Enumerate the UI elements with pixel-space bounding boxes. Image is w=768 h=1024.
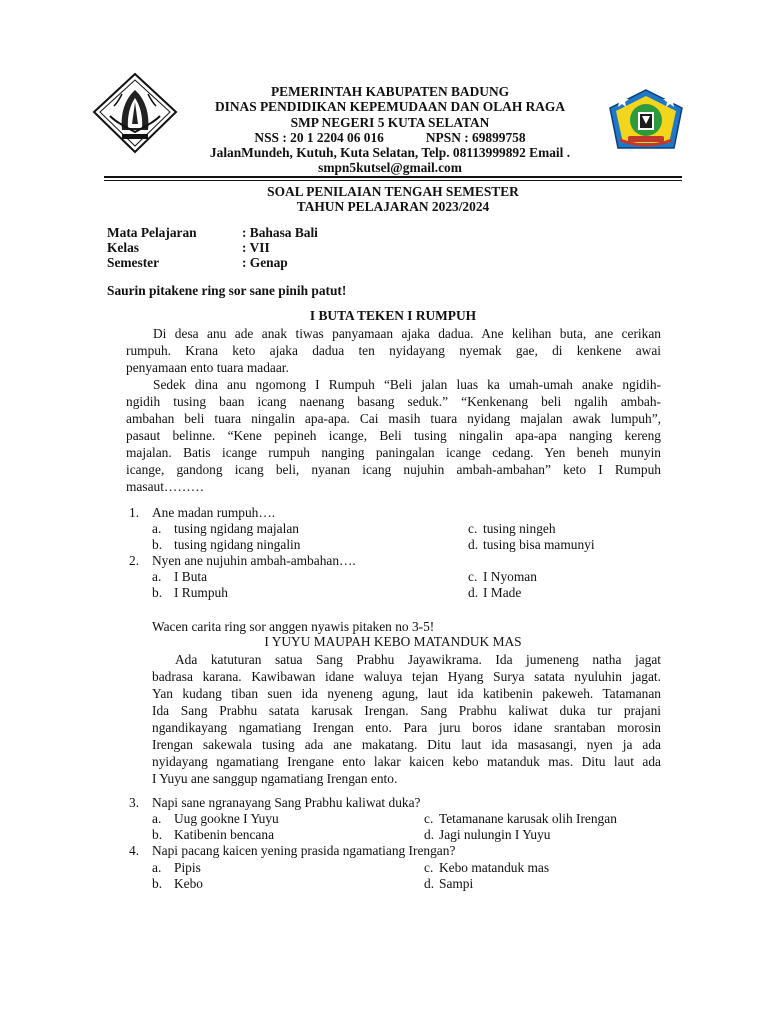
npsn-number: NPSN : 69899758 bbox=[425, 129, 526, 145]
option-key: c. bbox=[468, 521, 478, 536]
header-divider-thin bbox=[104, 180, 682, 181]
option-key: d. bbox=[468, 585, 479, 600]
option-text: I Made bbox=[483, 585, 522, 600]
option-key: d. bbox=[424, 827, 435, 842]
badung-emblem-logo bbox=[92, 72, 178, 154]
story2-title: I YUYU MAUPAH KEBO MATANDUK MAS bbox=[264, 634, 522, 649]
option-key: c. bbox=[424, 811, 434, 826]
identity-label: Semester bbox=[107, 254, 160, 270]
story1-line: icange, gandong icang beli, nyanan icang nujuhin ambah-ambahan” keto I Rumpuh bbox=[126, 462, 661, 477]
identity-row-class bbox=[107, 241, 318, 256]
identity-row-subject bbox=[107, 226, 318, 241]
option-text: tusing ningeh bbox=[483, 521, 556, 536]
story1-line: pasaut belinne. “Kene pepineh icange, Beli tusing ningalin apa-apa nanging kereng bbox=[126, 428, 661, 443]
letterhead bbox=[170, 84, 610, 176]
question-text: Napi sane ngranayang Sang Prabhu kaliwat duka? bbox=[152, 795, 421, 810]
exam-title-line2: TAHUN PELAJARAN 2023/2024 bbox=[296, 198, 490, 214]
option-text: Kebo bbox=[174, 876, 204, 891]
option-key: b. bbox=[152, 585, 163, 600]
option-text: Uug gookne I Yuyu bbox=[174, 811, 279, 826]
option-text: tusing ngidang ningalin bbox=[174, 537, 301, 552]
question-number: 4. bbox=[129, 843, 140, 858]
identity-value: : Bahasa Bali bbox=[242, 225, 318, 240]
story2-line: ngandikayang ngamatiang Irengan ento. Para juru boros idane srantaban morosin bbox=[152, 720, 661, 735]
department-line: DINAS PENDIDIKAN KEPEMUDAAN DAN OLAH RAGA bbox=[214, 99, 566, 115]
option-text: tusing ngidang majalan bbox=[174, 521, 299, 536]
option-key: b. bbox=[152, 537, 163, 552]
exam-title-line1: SOAL PENILAIAN TENGAH SEMESTER bbox=[267, 184, 519, 199]
option-text: I Rumpuh bbox=[174, 585, 228, 600]
identity-value: : VII bbox=[242, 239, 270, 255]
address-line: JalanMundeh, Kutuh, Kuta Selatan, Telp. 08113999892 Email . bbox=[209, 145, 571, 161]
option-text: tusing bisa mamunyi bbox=[483, 537, 595, 552]
story1-line: ambahan beli tuara ningalin apa-apa. Cai masih tuara nyidang majalan awak lumpuh”, bbox=[126, 411, 661, 426]
story2-line: Yan kudang tiban suen ida nyeneng agung, laut ida katibenin pakeweh. Tatamanan bbox=[152, 686, 661, 701]
instruction: Saurin pitakene ring sor sane pinih patut! bbox=[107, 283, 347, 298]
option-key: c. bbox=[424, 860, 434, 875]
question-text: Ane madan rumpuh…. bbox=[152, 505, 276, 520]
story1-line: Di desa anu ade anak tiwas panyamaan ajaka dadua. Ane kelihan buta, ane cerikan bbox=[153, 326, 661, 341]
question-text: Napi pacang kaicen yening prasida ngamatiang Irengan? bbox=[152, 843, 456, 858]
story2-line: badrasa karana. Kawibawan idane waluya tejan Hyang Surya satata nyuluhin jagat. bbox=[152, 669, 661, 684]
question-text: Nyen ane nujuhin ambah-ambahan…. bbox=[152, 553, 356, 568]
option-text: I Nyoman bbox=[483, 569, 537, 584]
option-text: Tetamanane karusak olih Irengan bbox=[439, 811, 617, 826]
exam-title bbox=[104, 185, 682, 214]
option-key: d. bbox=[424, 876, 435, 891]
question-number: 1. bbox=[129, 505, 140, 520]
story2-line: Ada katuturan satua Sang Prabhu Jayawikrama. Ida jumeneng natha jagat bbox=[175, 652, 661, 667]
story2-line: I Yuyu ane sanggup ngamatiang Irengan ento. bbox=[152, 771, 398, 786]
option-key: a. bbox=[152, 860, 162, 875]
story2-line: Irengan sakewala tusing ada ane makatang. Ditu laut ida masasangi, nyen ja ada bbox=[152, 737, 661, 752]
school-emblem-logo bbox=[608, 88, 684, 154]
option-key: c. bbox=[468, 569, 478, 584]
email-line: smpn5kutsel@gmail.com bbox=[318, 160, 462, 176]
story1-line: penyamaan ento tuara madaar. bbox=[126, 360, 289, 375]
story1-line: majalan. Batis icange rumpuh nanging paningalan icange cedang. Yen beneh munyin bbox=[126, 445, 661, 460]
identity-row-semester bbox=[107, 256, 318, 271]
option-key: a. bbox=[152, 521, 162, 536]
option-key: b. bbox=[152, 827, 163, 842]
story1-line: masaut……… bbox=[126, 479, 205, 494]
story2-line: nyidayang ngamatiang Irengane ento lakar kaicen kebo matanduk mas. Ditu laut ada bbox=[152, 754, 661, 769]
school-name: SMP NEGERI 5 KUTA SELATAN bbox=[290, 114, 490, 130]
question-number: 3. bbox=[129, 795, 140, 810]
option-text: Pipis bbox=[174, 860, 201, 875]
story1-title: I BUTA TEKEN I RUMPUH bbox=[309, 308, 477, 323]
identity-label: Mata Pelajaran bbox=[107, 225, 197, 240]
option-key: a. bbox=[152, 811, 162, 826]
option-key: d. bbox=[468, 537, 479, 552]
option-text: Kebo matanduk mas bbox=[439, 860, 550, 875]
story2-line: Ida Sang Prabhu satata karusak Irengan. Sang Prabhu kaliwat duka tur prajani bbox=[152, 703, 661, 718]
story1-line: rumpuh. Krana keto ajaka dadua ten nyidayang nyemak gae, di kenkene awai bbox=[126, 343, 661, 358]
exam-identity bbox=[107, 226, 318, 270]
identity-value: : Genap bbox=[242, 254, 288, 270]
option-key: b. bbox=[152, 876, 163, 891]
school-ids bbox=[170, 130, 610, 145]
nss-number: NSS : 20 1 2204 06 016 bbox=[254, 129, 384, 145]
option-key: a. bbox=[152, 569, 162, 584]
question-number: 2. bbox=[129, 553, 140, 568]
option-text: Katibenin bencana bbox=[174, 827, 275, 842]
story2-intro: Wacen carita ring sor anggen nyawis pitaken no 3-5! bbox=[152, 619, 435, 634]
header-divider-thick bbox=[104, 176, 682, 178]
story1-line: Sedek dina anu ngomong I Rumpuh “Beli jalan luas ka umah-umah anake ngidih- bbox=[153, 377, 661, 392]
government-line: PEMERINTAH KABUPATEN BADUNG bbox=[270, 84, 510, 99]
option-text: I Buta bbox=[174, 569, 208, 584]
story1-line: ngidih tusing baan icang naenang basang seduk.” “Kenkenang beli ngalih ambah- bbox=[126, 394, 661, 409]
option-text: Sampi bbox=[439, 876, 474, 891]
identity-label: Kelas bbox=[107, 239, 139, 255]
option-text: Jagi nulungin I Yuyu bbox=[439, 827, 551, 842]
